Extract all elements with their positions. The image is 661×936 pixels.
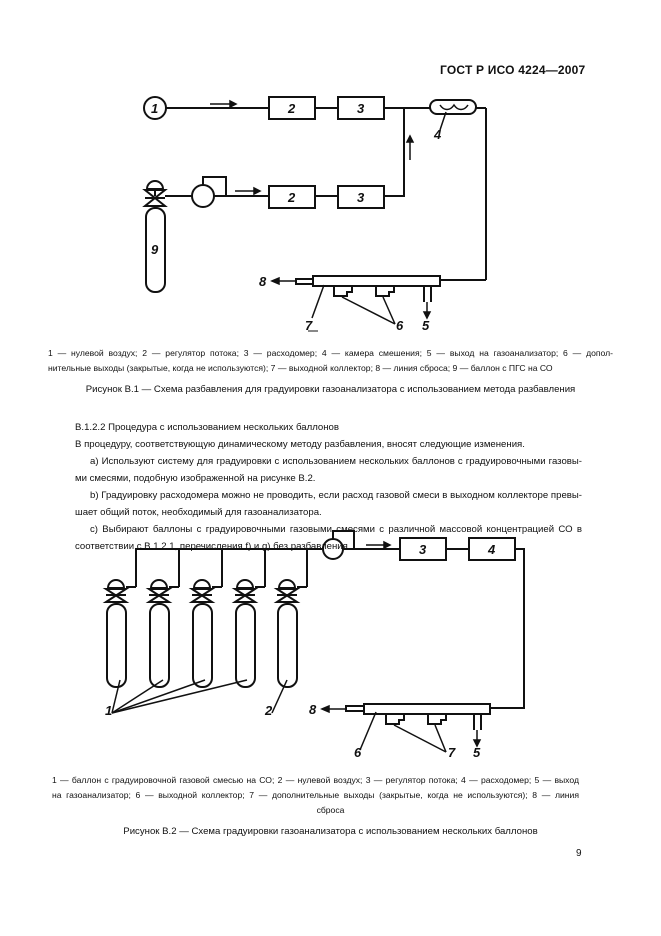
figure-b2-diagram xyxy=(0,530,661,770)
label-6: 6 xyxy=(396,318,404,333)
fig2-label-7: 7 xyxy=(448,745,456,760)
fig2-label-3: 3 xyxy=(419,542,427,557)
item-c-line1: c) Выбирают баллоны с градуировочными газовыми смесями с различной массовой концентрацией СО в xyxy=(90,524,582,535)
item-a-line2: ми смесями, подобную изображенной на рисунке B.2. xyxy=(75,473,316,484)
figure-b2-legend-line1: 1 — баллон с градуировочной газовой смесью на СО; 2 — нулевой воздух; 3 — регулятор потока; 4 — расходомер; 5 — выход xyxy=(52,775,579,785)
label-1: 1 xyxy=(151,101,159,116)
label-2a: 2 xyxy=(288,101,296,116)
label-5: 5 xyxy=(422,318,430,333)
label-9: 9 xyxy=(151,242,159,257)
item-b-line2: шает общий поток, необходимый для газоанализатора. xyxy=(75,507,322,518)
label-3a: 3 xyxy=(357,101,365,116)
figure-b1-legend-line1: 1 — нулевой воздух; 2 — регулятор потока; 3 — расходомер; 4 — камера смешения; 5 — выход на газоанализатор; 6 — допол- xyxy=(48,348,613,358)
item-a-line1: a) Используют систему для градуировки с использованием нескольких баллонов с градуировочными газовы- xyxy=(90,456,582,467)
document-header: ГОСТ Р ИСО 4224—2007 xyxy=(440,63,586,77)
label-3b: 3 xyxy=(357,190,365,205)
figure-b1-caption: Рисунок B.1 — Схема разбавления для градуировки газоанализатора с использованием метода разбавления xyxy=(85,384,576,395)
figure-b2-legend-line2: на газоанализатор; 6 — выходной коллектор; 7 — дополнительные выходы (закрытые, когда не используются); 8 — линия xyxy=(52,790,579,800)
label-8: 8 xyxy=(259,274,267,289)
section-intro: В процедуру, соответствующую динамическому методу разбавления, вносят следующие изменения. xyxy=(75,439,525,450)
fig2-label-8: 8 xyxy=(309,702,317,717)
section-heading: B.1.2.2 Процедура с использованием нескольких баллонов xyxy=(75,422,339,433)
item-b-line1: b) Градуировку расходомера можно не проводить, если расход газовой смеси в выходном коллекторе превы- xyxy=(90,490,582,501)
figure-b2-legend-line3: сброса xyxy=(316,805,345,815)
fig2-label-2: 2 xyxy=(265,703,273,718)
label-7: 7 xyxy=(305,318,313,333)
fig2-label-6: 6 xyxy=(354,745,362,760)
item-c-line2: соответствии с B.1.2.1, перечисления f) и g) без разбавления. xyxy=(75,541,351,552)
fig2-label-1: 1 xyxy=(105,703,113,718)
figure-b1-legend-line2: нительные выходы (закрытые, когда не используются); 7 — выходной коллектор; 8 — линия сброса; 9 — баллон с ПГС на СО xyxy=(48,363,553,373)
figure-b1-diagram xyxy=(0,0,661,345)
page-number: 9 xyxy=(576,848,582,859)
fig2-label-5: 5 xyxy=(473,745,481,760)
label-2b: 2 xyxy=(288,190,296,205)
fig2-label-4: 4 xyxy=(488,542,496,557)
label-4: 4 xyxy=(434,127,442,142)
pressure-regulator xyxy=(192,185,214,207)
outlet-collector xyxy=(313,276,440,286)
figure-b2-caption: Рисунок B.2 — Схема градуировки газоанализатора с использованием нескольких баллонов xyxy=(123,826,538,837)
